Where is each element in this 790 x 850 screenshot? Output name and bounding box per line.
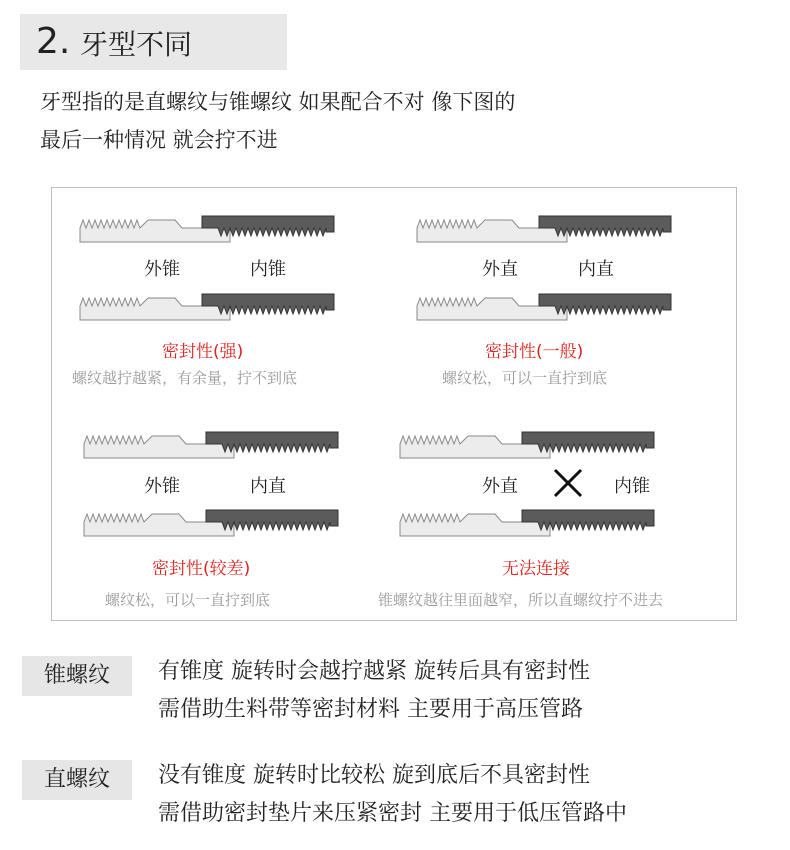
tapered-thread-tag: 锥螺纹	[22, 656, 132, 696]
straight-thread-desc-1: 没有锥度 旋转时比较松 旋到底后不具密封性	[158, 763, 590, 788]
panel-4-note: 锥螺纹越往里面越窄，所以直螺纹拧不进去	[378, 591, 664, 609]
panel-3-female-thread-bottom	[206, 510, 338, 530]
panel-1-female-thread-bottom	[202, 294, 334, 314]
straight-thread-desc-2: 需借助密封垫片来压紧密封 主要用于低压管路中	[158, 801, 627, 826]
panel-1-seal-text: 密封性(强)	[162, 342, 244, 362]
panel-2-note: 螺纹松，可以一直拧到底	[442, 369, 608, 387]
panel-2-female-thread-top	[539, 216, 671, 236]
tapered-thread-desc-1: 有锥度 旋转时会越拧越紧 旋转后具有密封性	[158, 659, 590, 684]
heading-number: 2.	[36, 21, 71, 62]
panel-4-right-label: 内锥	[614, 476, 650, 497]
panel-3-right-label: 内直	[250, 476, 286, 497]
panel-2-left-label: 外直	[482, 259, 518, 280]
panel-1-note: 螺纹越拧越紧，有余量，拧不到底	[72, 369, 298, 387]
tapered-thread-desc-2: 需借助生料带等密封材料 主要用于高压管路	[158, 697, 583, 722]
panel-2-female-thread-bottom	[539, 294, 671, 314]
heading-title: 牙型不同	[80, 28, 193, 61]
panel-1-right-label: 内锥	[250, 259, 286, 280]
panel-1-female-thread-top	[202, 216, 334, 236]
panel-4-female-thread-top	[522, 432, 654, 452]
thread-comparison-diagram	[51, 187, 737, 621]
panel-2-right-label: 内直	[578, 259, 614, 280]
panel-4-female-thread-bottom	[522, 510, 654, 530]
panel-4-left-label: 外直	[482, 476, 518, 497]
intro-line-1: 牙型指的是直螺纹与锥螺纹 如果配合不对 像下图的	[40, 90, 516, 114]
panel-3-note: 螺纹松，可以一直拧到底	[105, 591, 271, 609]
panel-4-seal-text: 无法连接	[502, 559, 570, 579]
panel-1-left-label: 外锥	[144, 259, 180, 280]
panel-3-seal-text: 密封性(较差)	[152, 559, 251, 579]
intro-line-2: 最后一种情况 就会拧不进	[40, 128, 278, 152]
panel-2-seal-text: 密封性(一般)	[485, 342, 584, 362]
panel-3-female-thread-top	[206, 432, 338, 452]
panel-3-left-label: 外锥	[144, 476, 180, 497]
straight-thread-tag: 直螺纹	[22, 760, 132, 800]
